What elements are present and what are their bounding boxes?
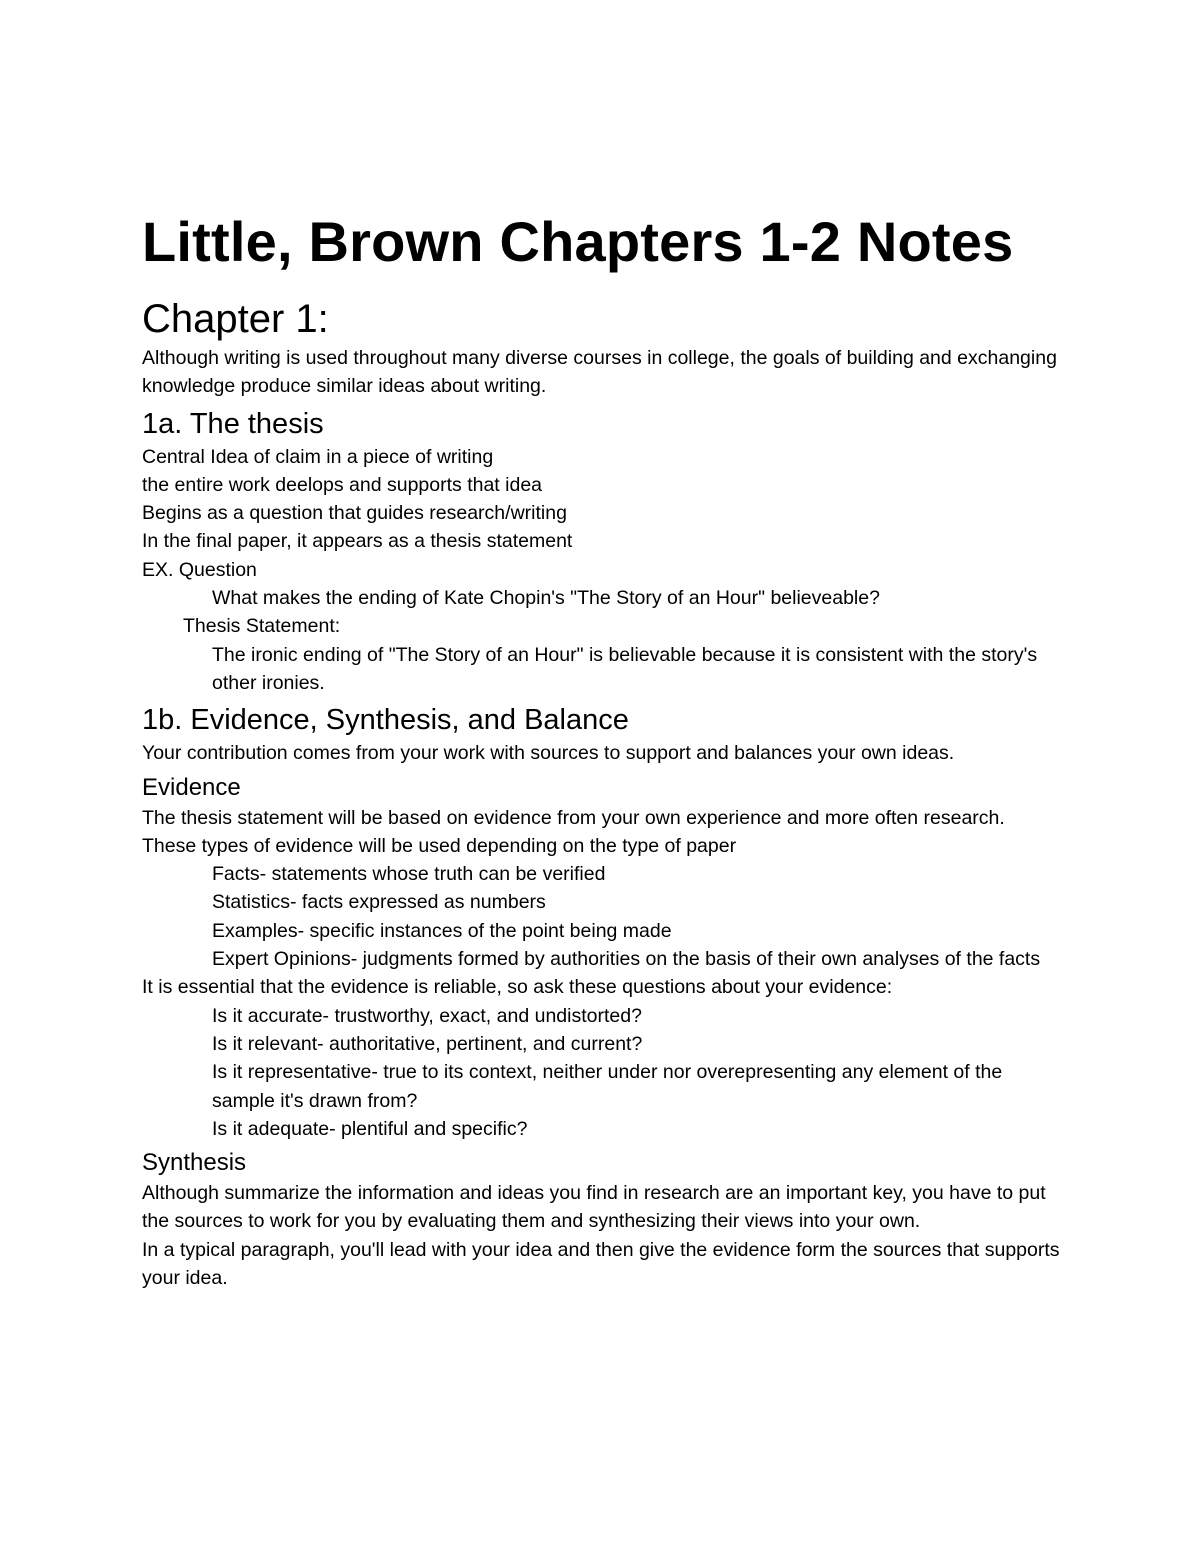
- thesis-note-line: In the final paper, it appears as a thesis statement: [142, 530, 573, 553]
- chapter-1-heading: Chapter 1:: [142, 297, 329, 341]
- section-1b-intro: Your contribution comes from your work with sources to support and balances your own ideas.: [142, 742, 955, 765]
- example-question-label: EX. Question: [142, 558, 257, 581]
- document-body: [142, 210, 1062, 1292]
- evidence-question-item: Is it adequate- plentiful and specific?: [212, 1117, 528, 1140]
- document-title: Little, Brown Chapters 1-2 Notes: [142, 210, 1014, 273]
- example-question: What makes the ending of Kate Chopin's "The Story of an Hour" believeable?: [212, 587, 880, 610]
- synthesis-heading: Synthesis: [142, 1149, 247, 1177]
- evidence-type-item: Expert Opinions- judgments formed by authorities on the basis of their own analyses of the facts: [212, 948, 1041, 971]
- section-1b-heading: 1b. Evidence, Synthesis, and Balance: [142, 704, 629, 737]
- evidence-paragraph: The thesis statement will be based on evidence from your own experience and more often research.: [142, 806, 1005, 829]
- evidence-question-item: Is it relevant- authoritative, pertinent, and current?: [212, 1032, 643, 1055]
- chapter-1-intro: Although writing is used throughout many diverse courses in college, the goals of building and exchanging knowledge produce similar ideas about writing.: [142, 347, 1057, 398]
- section-1a-heading: 1a. The thesis: [142, 407, 324, 440]
- thesis-note-line: Central Idea of claim in a piece of writing: [142, 445, 494, 468]
- thesis-note-line: the entire work deelops and supports that idea: [142, 473, 543, 496]
- evidence-type-item: Statistics- facts expressed as numbers: [212, 891, 546, 914]
- evidence-type-item: Examples- specific instances of the point being made: [212, 919, 672, 942]
- thesis-note-line: Begins as a question that guides research/writing: [142, 502, 567, 525]
- evidence-question-item: Is it representative- true to its context, neither under nor overepresenting any element of the sample it's drawn from?: [212, 1061, 1003, 1112]
- evidence-heading: Evidence: [142, 773, 241, 801]
- thesis-statement-label: Thesis Statement:: [183, 615, 341, 638]
- synthesis-paragraph: Although summarize the information and ideas you find in research are an important key, you have to put the sources to work for you by evaluating them and synthesizing their views into your own.: [142, 1182, 1046, 1233]
- evidence-paragraph: It is essential that the evidence is reliable, so ask these questions about your evidence:: [142, 976, 893, 999]
- thesis-statement-example: The ironic ending of "The Story of an Hour" is believable because it is consistent with the story's other ironies.: [212, 643, 1038, 694]
- evidence-paragraph: These types of evidence will be used depending on the type of paper: [142, 834, 737, 857]
- synthesis-paragraph: In a typical paragraph, you'll lead with your idea and then give the evidence form the sources that supports your idea.: [142, 1238, 1060, 1290]
- evidence-question-item: Is it accurate- trustworthy, exact, and undistorted?: [212, 1004, 642, 1027]
- evidence-type-item: Facts- statements whose truth can be verified: [212, 863, 606, 886]
